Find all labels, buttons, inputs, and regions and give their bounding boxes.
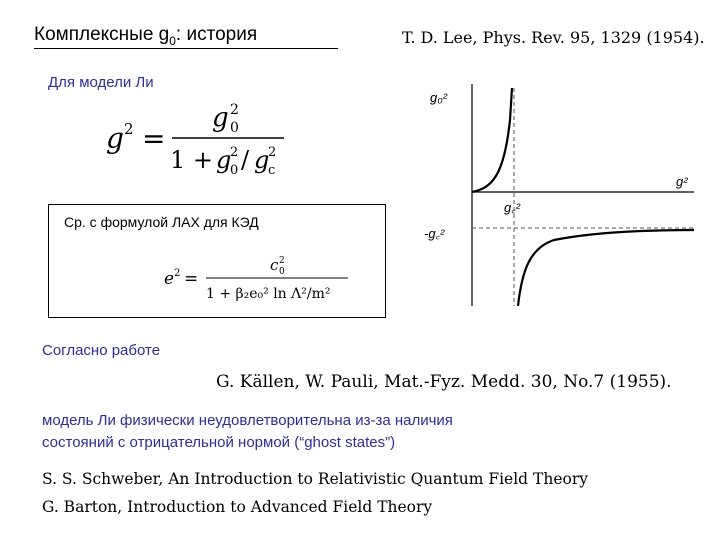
label-x-g-squared: g²: [676, 174, 688, 189]
lee-reference: T. D. Lee, Phys. Rev. 95, 1329 (1954).: [402, 28, 705, 47]
conclusion-line-2: состояний с отрицательной нормой (“ghost states”): [42, 434, 396, 451]
lax-equals: =: [184, 269, 199, 289]
formula-lhs: g: [106, 122, 124, 155]
lax-num: c: [270, 256, 279, 274]
formula-den-slash: /: [241, 146, 250, 174]
slide-title: Комплексные $g_0$: история: [34, 24, 258, 48]
lee-model-label: Для модели Ли: [48, 74, 154, 91]
lax-num-exp: 2: [279, 256, 285, 266]
pauli-label: Согласно работе: [42, 342, 161, 359]
pauli-reference: G. Källen, W. Pauli, Mat.-Fyz. Medd. 30, No.7 (1955).: [216, 372, 672, 392]
formula-lhs-exp: 2: [124, 120, 134, 138]
curve-positive-branch: [472, 88, 512, 192]
formula-den-b: g: [254, 146, 270, 174]
book-reference-barton: G. Barton, Introduction to Advanced Field Theory: [42, 498, 433, 516]
label-gc-squared: g꜀²: [504, 200, 521, 215]
lax-num-sub: 0: [279, 267, 285, 277]
lax-lhs-exp: 2: [174, 268, 181, 279]
formula-den-a-exp: 2: [230, 145, 239, 160]
lax-formula: [160, 254, 360, 310]
formula-num: g: [212, 103, 229, 133]
formula-den-b-sub: c: [268, 163, 276, 178]
curve-negative-branch: [518, 230, 694, 306]
label-g0-squared: g₀²: [430, 90, 448, 105]
formula-equals: =: [142, 122, 166, 155]
formula-num-exp: 2: [230, 102, 239, 118]
lax-lhs: e: [164, 269, 175, 289]
formula-den-b-exp: 2: [268, 145, 277, 160]
book-reference-schweber: S. S. Schweber, An Introduction to Relativistic Quantum Field Theory: [42, 470, 589, 488]
title-underline: [34, 48, 338, 49]
formula-den-one: 1 +: [170, 146, 214, 174]
formula-num-sub: 0: [230, 120, 239, 136]
lax-box-label: Ср. с формулой ЛАХ для КЭД: [64, 214, 259, 230]
formula-den-a-sub: 0: [230, 163, 239, 178]
lax-den: 1 + β₂e₀² ln Λ²/m²: [206, 286, 331, 302]
lee-formula: [104, 100, 304, 180]
coupling-plot: [404, 80, 700, 310]
label-neg-gc-squared: -g꜀²: [424, 226, 445, 241]
formula-den-a: g: [216, 146, 232, 174]
conclusion-line-1: модель Ли физически неудовлетворительна из-за наличия: [42, 412, 453, 429]
